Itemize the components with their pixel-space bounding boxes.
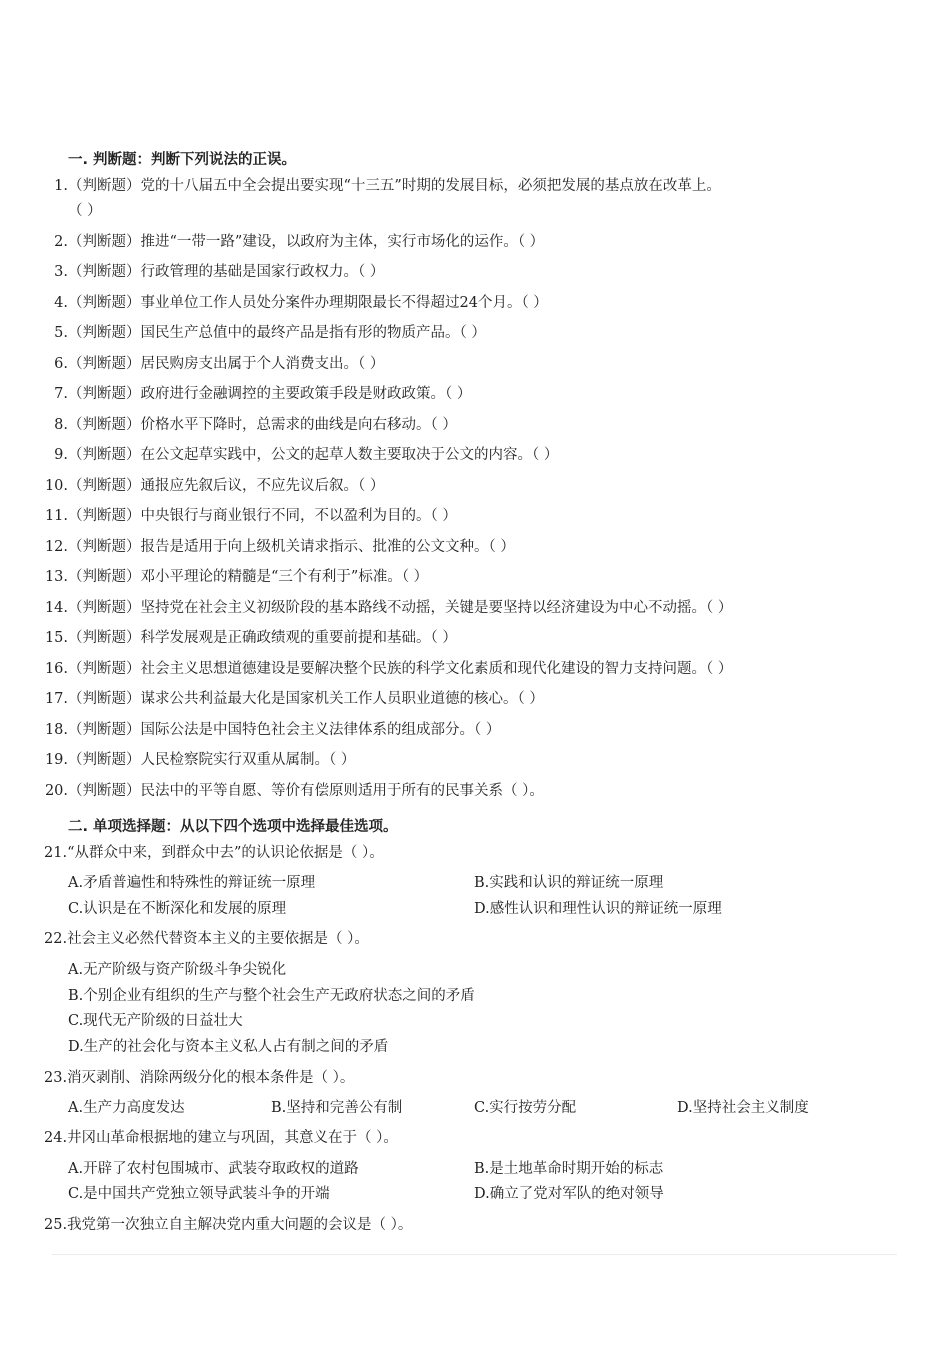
question-type-tag: （判断题）	[68, 478, 141, 494]
question-6	[48, 354, 384, 374]
question-text: 坚持党在社会主义初级阶段的基本路线不动摇，关键是要坚持以经济建设为中心不动摇。（ ）	[140, 600, 733, 616]
question-type-tag: （判断题）	[68, 234, 141, 250]
option-a: A.开辟了农村包围城市、武装夺取政权的道路	[68, 1161, 359, 1177]
question-number: 3.	[54, 264, 68, 280]
question-number: 21.	[44, 845, 68, 861]
option-b: B.坚持和完善公有制	[271, 1100, 403, 1116]
question-text: 社会主义思想道德建设是要解决整个民族的科学文化素质和现代化建设的智力支持问题。（ ）	[140, 661, 733, 677]
option-d: D.生产的社会化与资本主义私人占有制之间的矛盾	[68, 1039, 389, 1055]
question-text: 政府进行金融调控的主要政策手段是财政政策。（ ）	[140, 386, 472, 402]
question-text: 党的十八届五中全会提出要实现“十三五”时期的发展目标，必须把发展的基点放在改革上。	[140, 178, 721, 194]
question-11	[44, 506, 457, 526]
question-text: 人民检察院实行双重从属制。（ ）	[140, 752, 356, 768]
question-text: 价格水平下降时，总需求的曲线是向右移动。（ ）	[140, 417, 457, 433]
question-number: 18.	[44, 722, 68, 738]
question-number: 5.	[54, 325, 68, 341]
question-text: “从群众中来，到群众中去”的认识论依据是（ ）。	[67, 845, 384, 861]
question-number: 24.	[44, 1130, 68, 1146]
question-number: 19.	[44, 752, 68, 768]
option-c: C.实行按劳分配	[474, 1100, 577, 1116]
option-c: C.现代无产阶级的日益壮大	[68, 1013, 243, 1029]
section-1-title: 一. 判断题：判断下列说法的正误。	[68, 152, 297, 168]
question-text: 居民购房支出属于个人消费支出。（ ）	[140, 356, 385, 372]
question-text: 国民生产总值中的最终产品是指有形的物质产品。（ ）	[140, 325, 486, 341]
question-25	[44, 1215, 412, 1235]
option-c: C.认识是在不断深化和发展的原理	[68, 901, 287, 917]
question-text: 推进“一带一路”建设，以政府为主体，实行市场化的运作。（ ）	[140, 234, 545, 250]
question-text: 行政管理的基础是国家行政权力。（ ）	[140, 264, 385, 280]
question-number: 2.	[54, 234, 68, 250]
question-text: 中央银行与商业银行不同，不以盈利为目的。（ ）	[140, 508, 457, 524]
question-type-tag: （判断题）	[68, 325, 141, 341]
question-type-tag: （判断题）	[68, 569, 141, 585]
question-type-tag: （判断题）	[68, 508, 141, 524]
question-number: 12.	[44, 539, 68, 555]
question-16	[44, 659, 732, 679]
question-text: 井冈山革命根据地的建立与巩固，其意义在于（ ）。	[67, 1130, 398, 1146]
question-8	[48, 415, 457, 435]
section-2-title: 二. 单项选择题：从以下四个选项中选择最佳选项。	[68, 819, 398, 835]
question-text: 报告是适用于向上级机关请求指示、批准的公文文种。（ ）	[140, 539, 515, 555]
option-d: D.坚持社会主义制度	[677, 1100, 809, 1116]
option-a: A.无产阶级与资产阶级斗争尖锐化	[68, 962, 287, 978]
question-type-tag: （判断题）	[68, 630, 141, 646]
option-c: C.是中国共产党独立领导武装斗争的开端	[68, 1186, 330, 1202]
question-type-tag: （判断题）	[68, 178, 141, 194]
option-d: D.感性认识和理性认识的辩证统一原理	[474, 901, 722, 917]
question-number: 22.	[44, 931, 68, 947]
option-a: A.生产力高度发达	[68, 1100, 185, 1116]
question-text: 民法中的平等自愿、等价有偿原则适用于所有的民事关系（ ）。	[140, 783, 544, 799]
question-text: 在公文起草实践中，公文的起草人数主要取决于公文的内容。（ ）	[140, 447, 559, 463]
question-number: 25.	[44, 1217, 68, 1233]
question-3	[48, 262, 384, 282]
question-number: 17.	[44, 691, 68, 707]
question-text: 谋求公共利益最大化是国家机关工作人员职业道德的核心。（ ）	[140, 691, 544, 707]
question-text: 消灭剥削、消除两级分化的根本条件是（ ）。	[67, 1070, 355, 1086]
question-number: 7.	[54, 386, 68, 402]
question-7	[48, 384, 471, 404]
question-number: 8.	[54, 417, 68, 433]
question-text: 社会主义必然代替资本主义的主要依据是（ ）。	[67, 931, 369, 947]
question-1-continuation: （ ）	[68, 203, 102, 219]
question-type-tag: （判断题）	[68, 417, 141, 433]
page-divider	[52, 1254, 897, 1255]
option-a: A.矛盾普遍性和特殊性的辩证统一原理	[68, 875, 316, 891]
question-number: 4.	[54, 295, 68, 311]
question-19	[44, 750, 355, 770]
question-type-tag: （判断题）	[68, 752, 141, 768]
option-d: D.确立了党对军队的绝对领导	[474, 1186, 664, 1202]
question-type-tag: （判断题）	[68, 539, 141, 555]
question-12	[44, 537, 515, 557]
question-15	[44, 628, 457, 648]
question-22	[44, 929, 369, 949]
question-type-tag: （判断题）	[68, 661, 141, 677]
question-number: 6.	[54, 356, 68, 372]
question-text: 事业单位工作人员处分案件办理期限最长不得超过24个月。（ ）	[140, 295, 548, 311]
question-21	[44, 843, 384, 863]
question-10	[44, 476, 384, 496]
question-text: 通报应先叙后议，不应先议后叙。（ ）	[140, 478, 385, 494]
question-24	[44, 1128, 398, 1148]
question-13	[44, 567, 428, 587]
question-type-tag: （判断题）	[68, 783, 141, 799]
question-4	[48, 293, 548, 313]
option-b: B.个别企业有组织的生产与整个社会生产无政府状态之间的矛盾	[68, 988, 475, 1004]
question-type-tag: （判断题）	[68, 264, 141, 280]
question-type-tag: （判断题）	[68, 356, 141, 372]
question-number: 13.	[44, 569, 68, 585]
question-9	[48, 445, 558, 465]
question-text: 我党第一次独立自主解决党内重大问题的会议是（ ）。	[67, 1217, 413, 1233]
question-type-tag: （判断题）	[68, 691, 141, 707]
question-number: 9.	[54, 447, 68, 463]
question-2	[48, 232, 544, 252]
option-b: B.是土地革命时期开始的标志	[474, 1161, 664, 1177]
question-number: 23.	[44, 1070, 68, 1086]
question-number: 11.	[44, 508, 68, 524]
question-number: 1.	[54, 178, 68, 194]
question-number: 10.	[44, 478, 68, 494]
question-text: 国际公法是中国特色社会主义法律体系的组成部分。（ ）	[140, 722, 501, 738]
question-1	[48, 176, 721, 196]
question-17	[44, 689, 544, 709]
question-23	[44, 1068, 354, 1088]
question-type-tag: （判断题）	[68, 447, 141, 463]
question-5	[48, 323, 486, 343]
question-20	[44, 781, 544, 801]
question-text: 科学发展观是正确政绩观的重要前提和基础。（ ）	[140, 630, 457, 646]
question-number: 20.	[44, 783, 68, 799]
question-type-tag: （判断题）	[68, 600, 141, 616]
question-text: 邓小平理论的精髓是“三个有利于”标准。（ ）	[140, 569, 429, 585]
question-number: 14.	[44, 600, 68, 616]
question-number: 15.	[44, 630, 68, 646]
question-18	[44, 720, 500, 740]
question-type-tag: （判断题）	[68, 295, 141, 311]
question-type-tag: （判断题）	[68, 722, 141, 738]
question-number: 16.	[44, 661, 68, 677]
question-type-tag: （判断题）	[68, 386, 141, 402]
question-14	[44, 598, 732, 618]
option-b: B.实践和认识的辩证统一原理	[474, 875, 664, 891]
